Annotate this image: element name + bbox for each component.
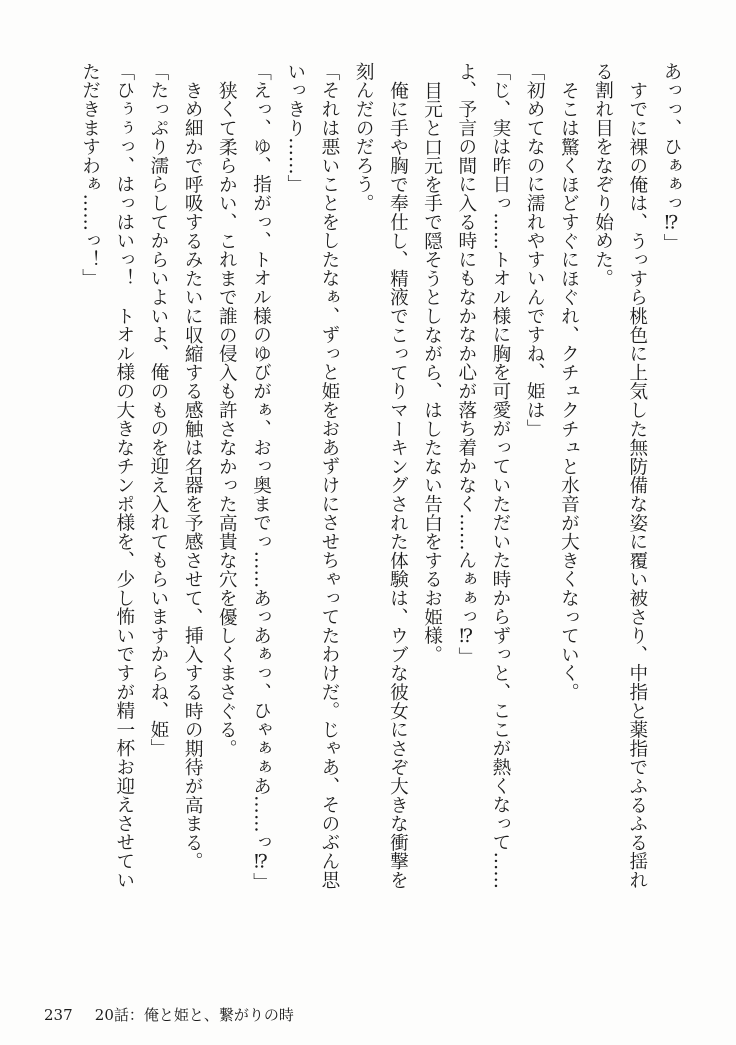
text-line: よ、予言の間に入る時にもなかなか心が落ち着かなく……んぁぁっ⁉」 bbox=[455, 62, 477, 666]
text-line: 「初めてなのに濡れやすいんですね、姫は」 bbox=[524, 62, 546, 438]
text-line: 狭くて柔らかい、これまで誰の侵入も許さなかった高貴な穴を優しくまさぐる。 bbox=[216, 80, 238, 758]
text-line: 「えっ、ゆ、指がっ、トオル様のゆびがぁ、おっ奥までっ……あっあぁっ、ひゃぁぁあ……っ⁉」 bbox=[250, 62, 272, 892]
text-line: ただきますわぁ……っ！」 bbox=[79, 62, 101, 288]
text-line: る割れ目をなぞり始めた。 bbox=[592, 62, 614, 288]
text-line: 刻んだのだろう。 bbox=[353, 62, 375, 213]
text-line: 「じ、実は昨日っ……トオル様に胸を可愛がっていただいた時からずっと、ここが熱くなって…… bbox=[489, 62, 511, 890]
text-line: 「たっぷり濡らしてからいよいよ、俺のものを迎え入れてもらいますからね、姫」 bbox=[147, 62, 169, 758]
text-line: いっきり……」 bbox=[284, 62, 306, 194]
text-line: すでに裸の俺は、うっすら桃色に上気した無防備な姿に覆い被さり、中指と薬指でふるふる揺れ bbox=[626, 80, 648, 889]
text-line: 「それは悪いことをしたなぁ、ずっと姫をおあずけにさせちゃってたわけだ。じゃあ、そのぶん思 bbox=[318, 62, 340, 890]
text-line: 目元と口元を手で隠そうとしながら、はしたない告白をするお姫様。 bbox=[421, 80, 443, 664]
vertical-text-body bbox=[48, 62, 688, 982]
text-line: あっっ、ひぁぁっ⁉」 bbox=[661, 62, 682, 253]
text-line: 「ひぅぅっ、はっはいっ！ トオル様の大きなチンポ様を、少し怖いですが精一杯お迎えさせてい bbox=[113, 62, 135, 890]
text-line: 俺に手や胸で奉仕し、精液でこってりマーキングされた体験は、ウブな彼女にさぞ大きな衝撃を bbox=[387, 80, 409, 889]
text-line: きめ細かで呼吸するみたいに収縮する感触は名器を予感させて、挿入する時の期待が高まる。 bbox=[182, 80, 204, 871]
page-number: 237 bbox=[44, 1006, 73, 1024]
chapter-title: 20話：俺と姫と、繋がりの時 bbox=[94, 1006, 294, 1024]
text-line: そこは驚くほどすぐにほぐれ、クチュクチュと水音が大きくなっていく。 bbox=[558, 80, 580, 701]
page-footer bbox=[44, 1006, 294, 1024]
